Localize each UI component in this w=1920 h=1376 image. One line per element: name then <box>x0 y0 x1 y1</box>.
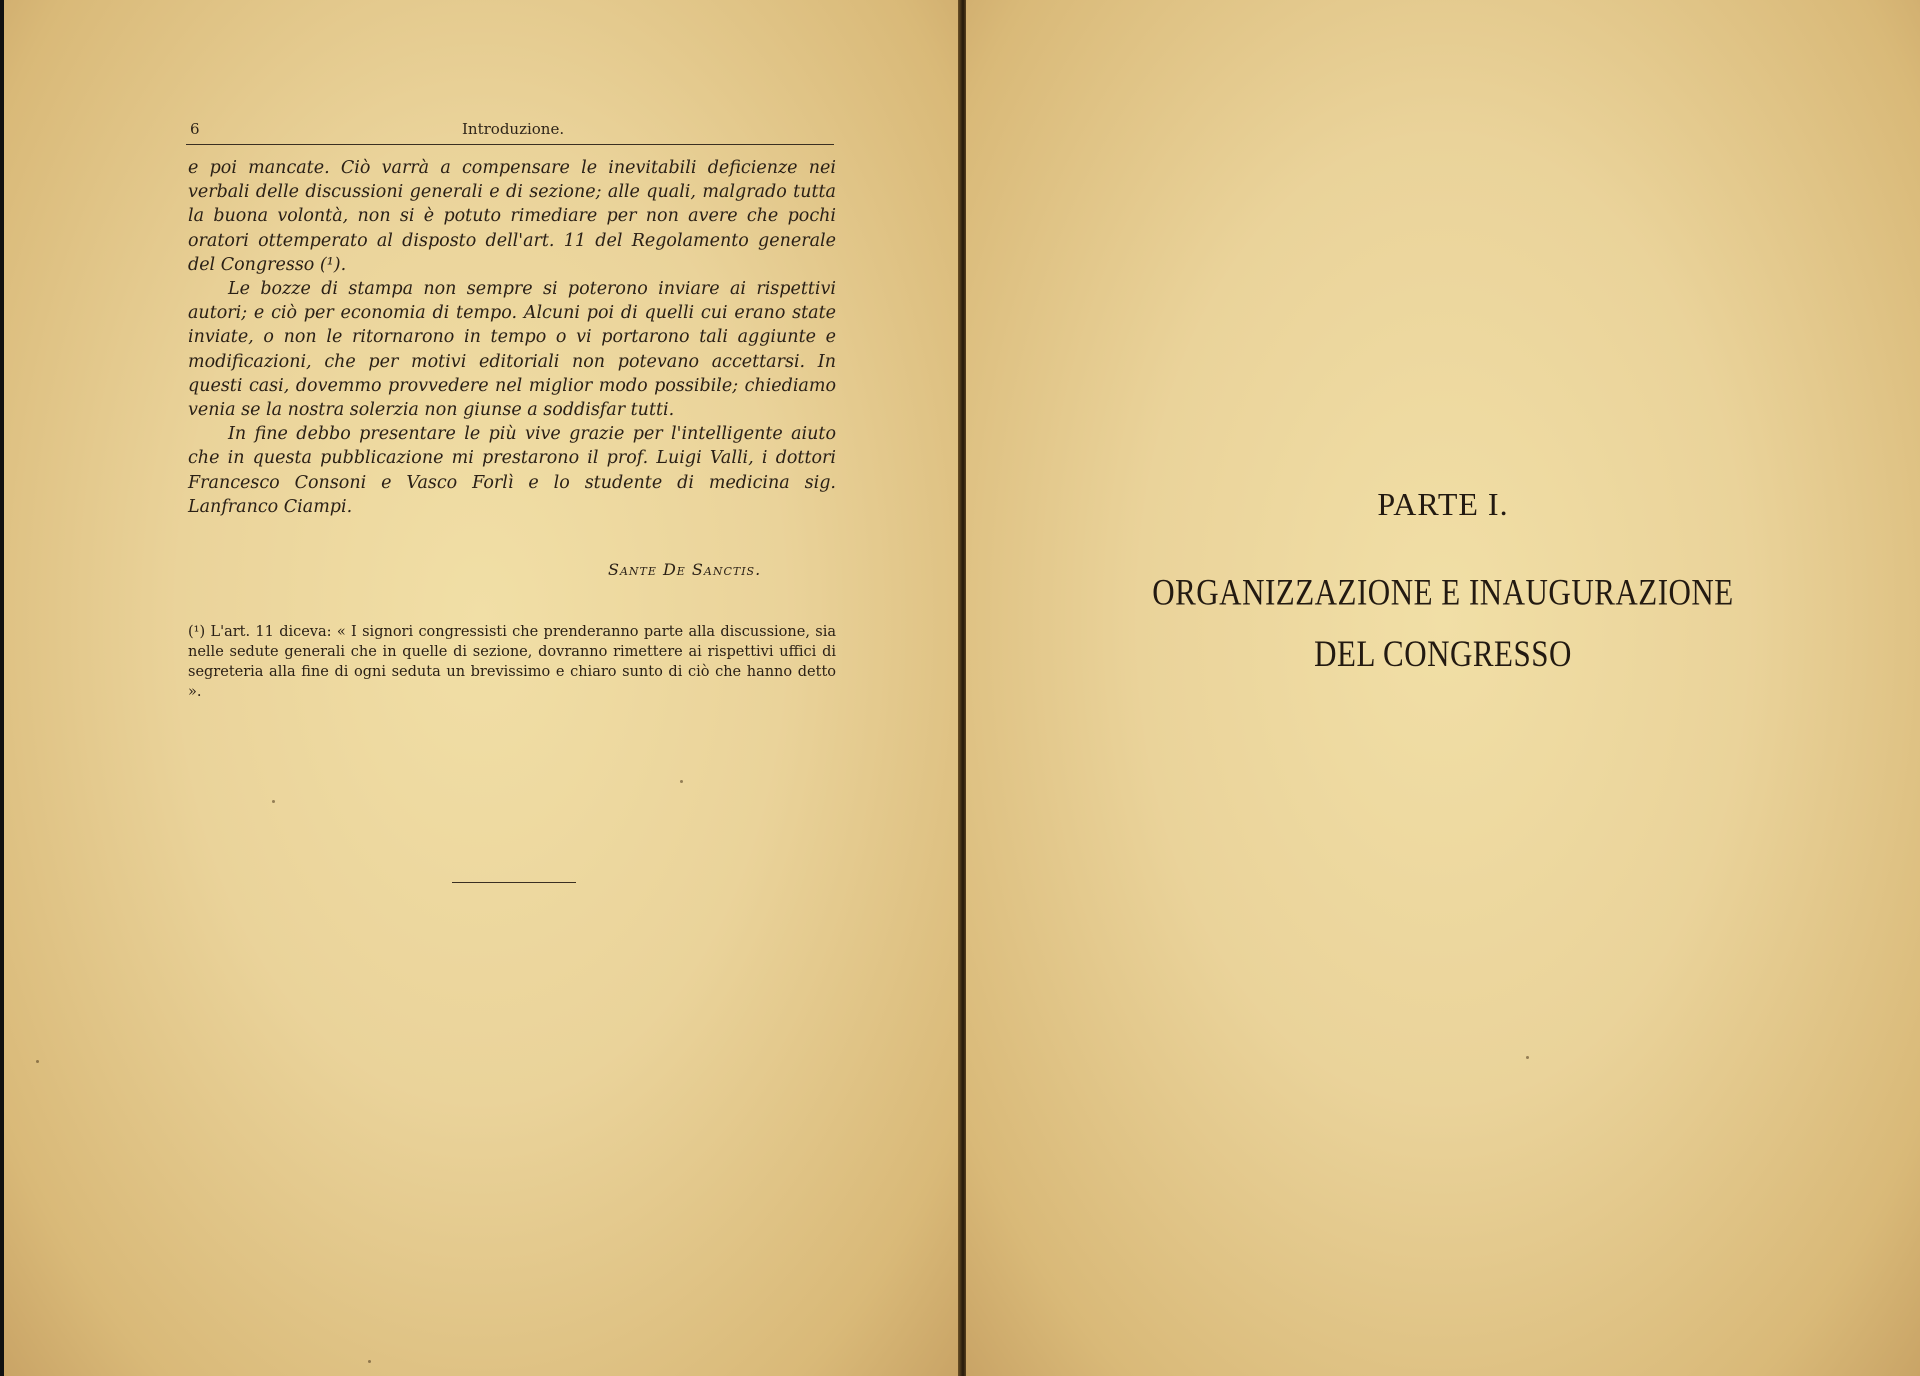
running-title: Introduzione. <box>462 120 565 138</box>
body-text <box>188 156 836 519</box>
paper-speck <box>272 800 275 803</box>
paper-speck <box>36 1060 39 1063</box>
part-title-line-1: ORGANIZZAZIONE E INAUGURAZIONE <box>1152 571 1734 613</box>
footnote: (¹) L'art. 11 diceva: « I signori congressisti che prenderanno parte alla discussione, sia nelle sedute generali che in quelle di sezione, dovranno rimettere ai rispettivi uffici di segreteria alla fine di ogni seduta un brevissimo e chiaro sunto di ciò che hanno detto ». <box>188 624 836 700</box>
paragraph-2: Le bozze di stampa non sempre si poterono inviare ai rispettivi autori; e ciò per economia di tempo. Alcuni poi di quelli cui erano state inviate, o non le ritornarono in tempo o vi portarono tali aggiunte e modificazioni, che per motivi editoriali non potevano accettarsi. In questi casi, dovemmo provvedere nel miglior modo possibile; chiediamo venia se la nostra solerzia non giunse a soddisfar tutti. <box>188 279 836 421</box>
author-signature: Sante De Sanctis. <box>608 560 762 579</box>
paper-speck <box>368 1360 371 1363</box>
right-page <box>966 0 1920 1376</box>
part-label: PARTE I. <box>1377 486 1509 522</box>
running-head <box>186 116 834 145</box>
part-title-line-2: DEL CONGRESSO <box>1314 632 1572 675</box>
paragraph-3: In fine debbo presentare le più vive grazie per l'intelligente aiuto che in questa pubblicazione mi prestarono il prof. Luigi Valli, i dottori Francesco Consoni e Vasco Forlì e lo studente di medicina sig. Lanfranco Ciampi. <box>188 424 836 517</box>
paper-speck <box>680 780 683 783</box>
part-title <box>966 562 1920 685</box>
end-rule <box>452 882 576 883</box>
page-number: 6 <box>190 120 200 138</box>
paper-speck <box>1526 1056 1529 1059</box>
paragraph-1: e poi mancate. Ciò varrà a compensare le inevitabili deficienze nei verbali delle discussioni generali e di sezione; alle quali, malgrado tutta la buona volontà, non si è potuto rimediare per non avere che pochi oratori ottemperato al disposto dell'art. 11 del Regolamento generale del Congresso (¹). <box>188 158 836 275</box>
